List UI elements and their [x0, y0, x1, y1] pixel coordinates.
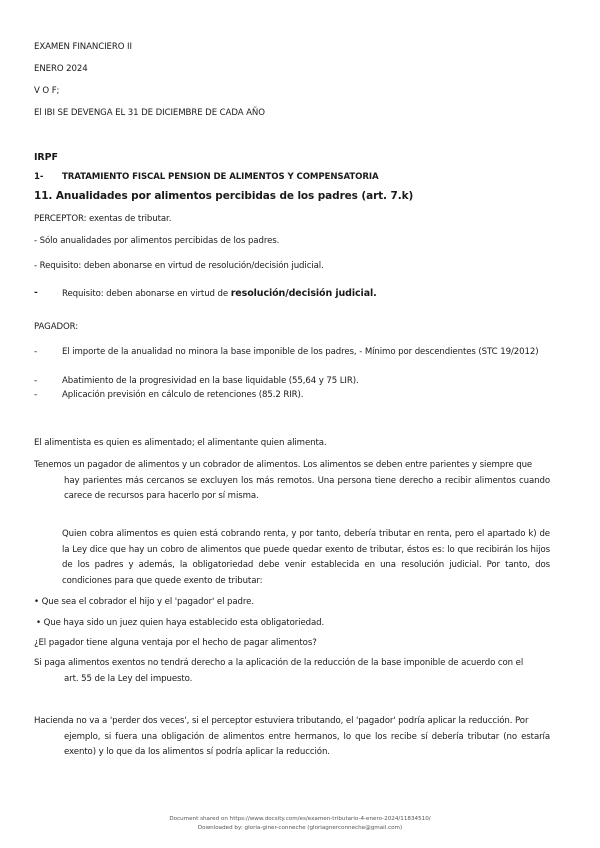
pagador-dash-1: - — [34, 347, 38, 357]
perceptor-item-3-dash: - — [34, 288, 38, 298]
pagador-item-1: El importe de la anualidad no minora la base imponible de los padres, - Mínimo por descendientes (STC 19/2012) — [62, 347, 539, 357]
footer-downloaded-by: Downloaded by: gloria-giner-conneche (gloriagnerconneche@gmail.com) — [197, 825, 403, 831]
ibi-statement: El IBI SE DEVENGA EL 31 DE DICIEMBRE DE CADA AÑO — [34, 108, 265, 118]
pagador-item-2: Abatimiento de la progresividad en la base liquidable (55,64 y 75 LIR). — [62, 376, 359, 386]
perceptor-item-3-text: Requisito: deben abonarse en virtud de — [62, 289, 231, 299]
exam-date: ENERO 2024 — [34, 64, 88, 74]
condition-2: • Que haya sido un juez quien haya establecido esta obligatoriedad. — [36, 618, 325, 628]
paragraph-hacienda — [34, 714, 550, 761]
irpf-heading: IRPF — [34, 152, 58, 163]
true-false-label: V O F; — [34, 86, 60, 96]
perceptor-item-3-bold: resolución/decisión judicial. — [230, 288, 377, 299]
paragraph-4-first-line: Hacienda no va a 'perder dos veces', si el perceptor estuviera tributando, el 'pagador' podría aplicar la reducción. Por — [34, 716, 529, 726]
paragraph-3-rest: art. 55 de la Ley del impuesto. — [64, 673, 193, 684]
exam-title: EXAMEN FINANCIERO II — [34, 42, 132, 52]
section-number: 1- — [34, 172, 44, 182]
paragraph-4-rest: ejemplo, si fuera una obligación de alimentos entre hermanos, lo que los recibe sí debería tributar (no estaría exento) y lo que da los alimentos sí podría aplicar la reducción. — [64, 731, 550, 758]
question-line: ¿El pagador tiene alguna ventaja por el hecho de pagar alimentos? — [34, 638, 317, 648]
condition-1: • Que sea el cobrador el hijo y el 'pagador' el padre. — [34, 597, 254, 607]
pagador-item-3: Aplicación previsión en cálculo de retenciones (85.2 RIR). — [62, 390, 304, 400]
paragraph-1-rest: hay parientes más cercanos se excluyen los más remotos. Una persona tiene derecho a recibir alimentos cuando carece de recursos para hacerlo por sí misma. — [64, 475, 550, 502]
perceptor-text: exentas de tributar. — [86, 214, 172, 224]
paragraph-1-first-line: Tenemos un pagador de alimentos y un cobrador de alimentos. Los alimentos se deben entre parientes y siempre que — [34, 460, 533, 470]
pagador-dash-3: - — [34, 390, 38, 400]
pagador-dash-2: - — [34, 376, 38, 386]
footer-shared-link[interactable]: Document shared on https://www.docsity.com/es/examen-tributario-4-enero-2024/11834510/ — [169, 816, 431, 822]
perceptor-label: PERCEPTOR: — [34, 214, 87, 224]
paragraph-reduccion — [34, 656, 550, 687]
pagador-label: PAGADOR: — [34, 322, 79, 332]
perceptor-item-3 — [62, 288, 377, 300]
section-title: TRATAMIENTO FISCAL PENSION DE ALIMENTOS Y COMPENSATORIA — [62, 172, 379, 182]
paragraph-quien-cobra: Quien cobra alimentos es quien está cobrando renta, y por tanto, debería tributar en renta, pero el apartado k) de la Ley dice que hay un cobro de alimentos que puede quedar exento de tributar, éstos es: lo que recibirán los hijos de los padres y además, la obligatoriedad debe venir establecida en una resolución judicial. Por tanto, dos condiciones para que quede exento de tributar: — [62, 529, 550, 586]
perceptor-item-1: - Sólo anualidades por alimentos percibidas de los padres. — [34, 236, 280, 246]
alimentista-definition: El alimentista es quien es alimentado; el alimentante quien alimenta. — [34, 438, 327, 448]
paragraph-3-first-line: Si paga alimentos exentos no tendrá derecho a la aplicación de la reducción de la base imponible de acuerdo con el — [34, 658, 524, 668]
paragraph-pagador-cobrador — [34, 458, 550, 505]
perceptor-item-2: - Requisito: deben abonarse en virtud de resolución/decisión judicial. — [34, 261, 324, 271]
perceptor-line — [34, 214, 171, 225]
subsection-title: 11. Anualidades por alimentos percibidas de los padres (art. 7.k) — [34, 190, 414, 202]
